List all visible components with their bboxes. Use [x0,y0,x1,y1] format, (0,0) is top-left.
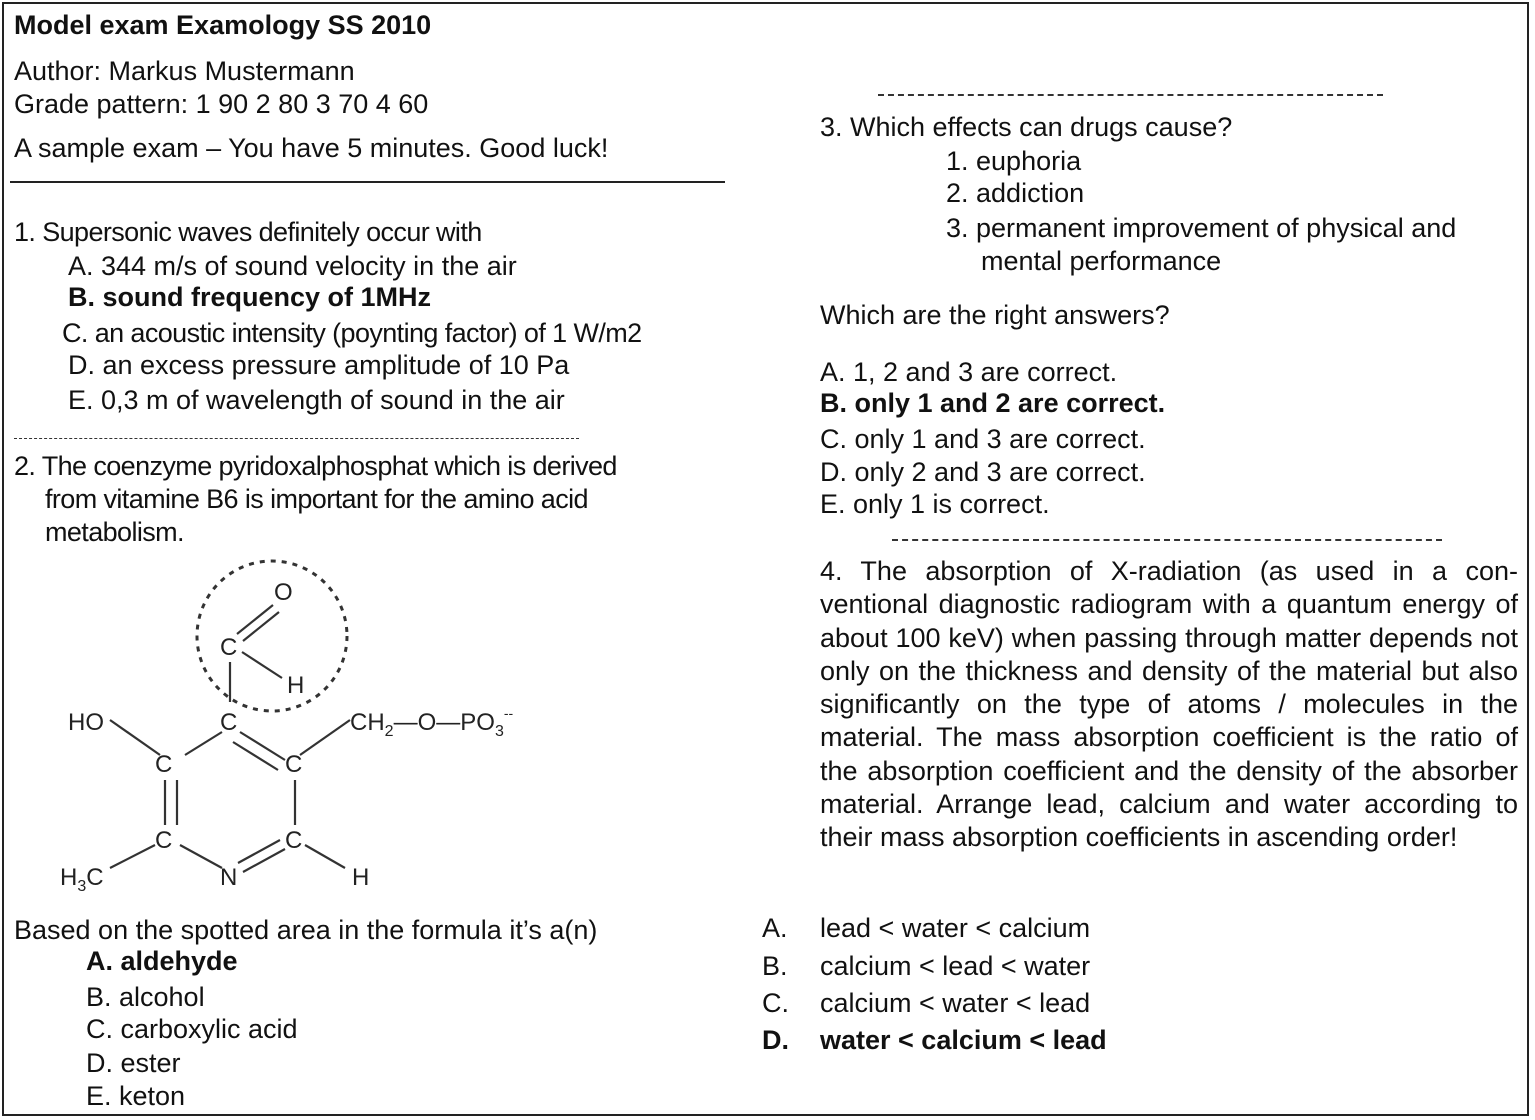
q4-question: 4. The absorption of X-radiation (as used in a con-ventional diagnostic radiogram with a quantum energy of about 100 keV) when passing through matter depends not only on the thickness and density of the material but also significantly on the type of atoms / molecules in the material. The mass absorption coefficient is the ratio of the absorption coefficient and the density of the absorber material. Arrange lead, calcium and water according to their mass absorption coefficients in ascending order! [820,556,1518,853]
q2-option-a: A. aldehyde [86,946,238,976]
aldehyde-oxygen: O [274,579,293,606]
q2-option-c: C. carboxylic acid [86,1014,298,1044]
q4-option-c-letter: C. [762,988,789,1018]
q3-question: 3. Which effects can drugs cause? [820,112,1233,142]
pyridoxalphosphate-formula [0,550,600,900]
q2-option-b: B. alcohol [86,982,205,1012]
ring-carbon-4: C [220,709,238,736]
q1-question: 1. Supersonic waves definitely occur with [14,217,482,247]
q1-option-b: B. sound frequency of 1MHz [68,282,432,312]
aldehyde-carbon: C [220,634,238,661]
q3-option-b: B. only 1 and 2 are correct. [820,388,1166,418]
q1-option-e: E. 0,3 m of wavelength of sound in the air [68,385,565,415]
q4-option-b-letter: B. [762,951,788,981]
q4-option-d-text: water < calcium < lead [820,1025,1107,1055]
q3-item-3: 3. permanent improvement of physical and [946,213,1457,243]
q3-option-d: D. only 2 and 3 are correct. [820,457,1146,487]
q1-option-c: C. an acoustic intensity (poynting factor) of 1 W/m2 [62,318,642,348]
q4-option-b-text: calcium < lead < water [820,951,1091,981]
grade-pattern: Grade pattern: 1 90 2 80 3 70 4 60 [14,89,429,119]
ring-carbon-3: C [155,751,173,778]
exam-title: Model exam Examology SS 2010 [14,10,432,40]
q2-prompt: Based on the spotted area in the formula it’s a(n) [14,915,598,945]
q2-question-line2: from vitamine B6 is important for the amino acid [45,484,588,514]
q2-option-d: D. ester [86,1048,181,1078]
q3-option-a: A. 1, 2 and 3 are correct. [820,357,1118,387]
q3-prompt: Which are the right answers? [820,300,1170,330]
q3-option-c: C. only 1 and 3 are correct. [820,424,1146,454]
ring-carbon-5: C [285,751,303,778]
header-divider [10,181,725,183]
q2-option-e: E. keton [86,1081,186,1111]
q2-question-line1: 2. The coenzyme pyridoxalphosphat which is derived [14,451,617,481]
q3-top-divider [878,94,1383,96]
ring-hydrogen: H [352,864,370,891]
q4-option-d-letter: D. [762,1025,789,1055]
ring-nitrogen: N [220,864,238,891]
q3-item-1: 1. euphoria [946,146,1082,176]
q3-option-e: E. only 1 is correct. [820,489,1050,519]
ring-carbon-6: C [285,827,303,854]
aldehyde-hydrogen: H [287,672,305,699]
q1-divider [14,438,579,439]
q3-item-2: 2. addiction [946,178,1085,208]
q4-option-a-text: lead < water < calcium [820,913,1091,943]
q4-option-a-letter: A. [762,913,788,943]
author: Author: Markus Mustermann [14,56,355,86]
hydroxyl-group: HO [68,709,104,736]
phosphate-group: $CH_2—O—PO_3^{--}$ [350,705,514,740]
q3-item-3-cont: mental performance [981,246,1222,276]
methyl-group: $H_3C$ [60,864,104,895]
q1-option-a: A. 344 m/s of sound velocity in the air [68,251,517,281]
q1-option-d: D. an excess pressure amplitude of 10 Pa [68,350,570,380]
q4-option-c-text: calcium < water < lead [820,988,1091,1018]
ring-carbon-2: C [155,827,173,854]
intro-text: A sample exam – You have 5 minutes. Good luck! [14,133,609,163]
q3-bottom-divider [892,539,1442,541]
q2-question-line3: metabolism. [45,517,184,547]
